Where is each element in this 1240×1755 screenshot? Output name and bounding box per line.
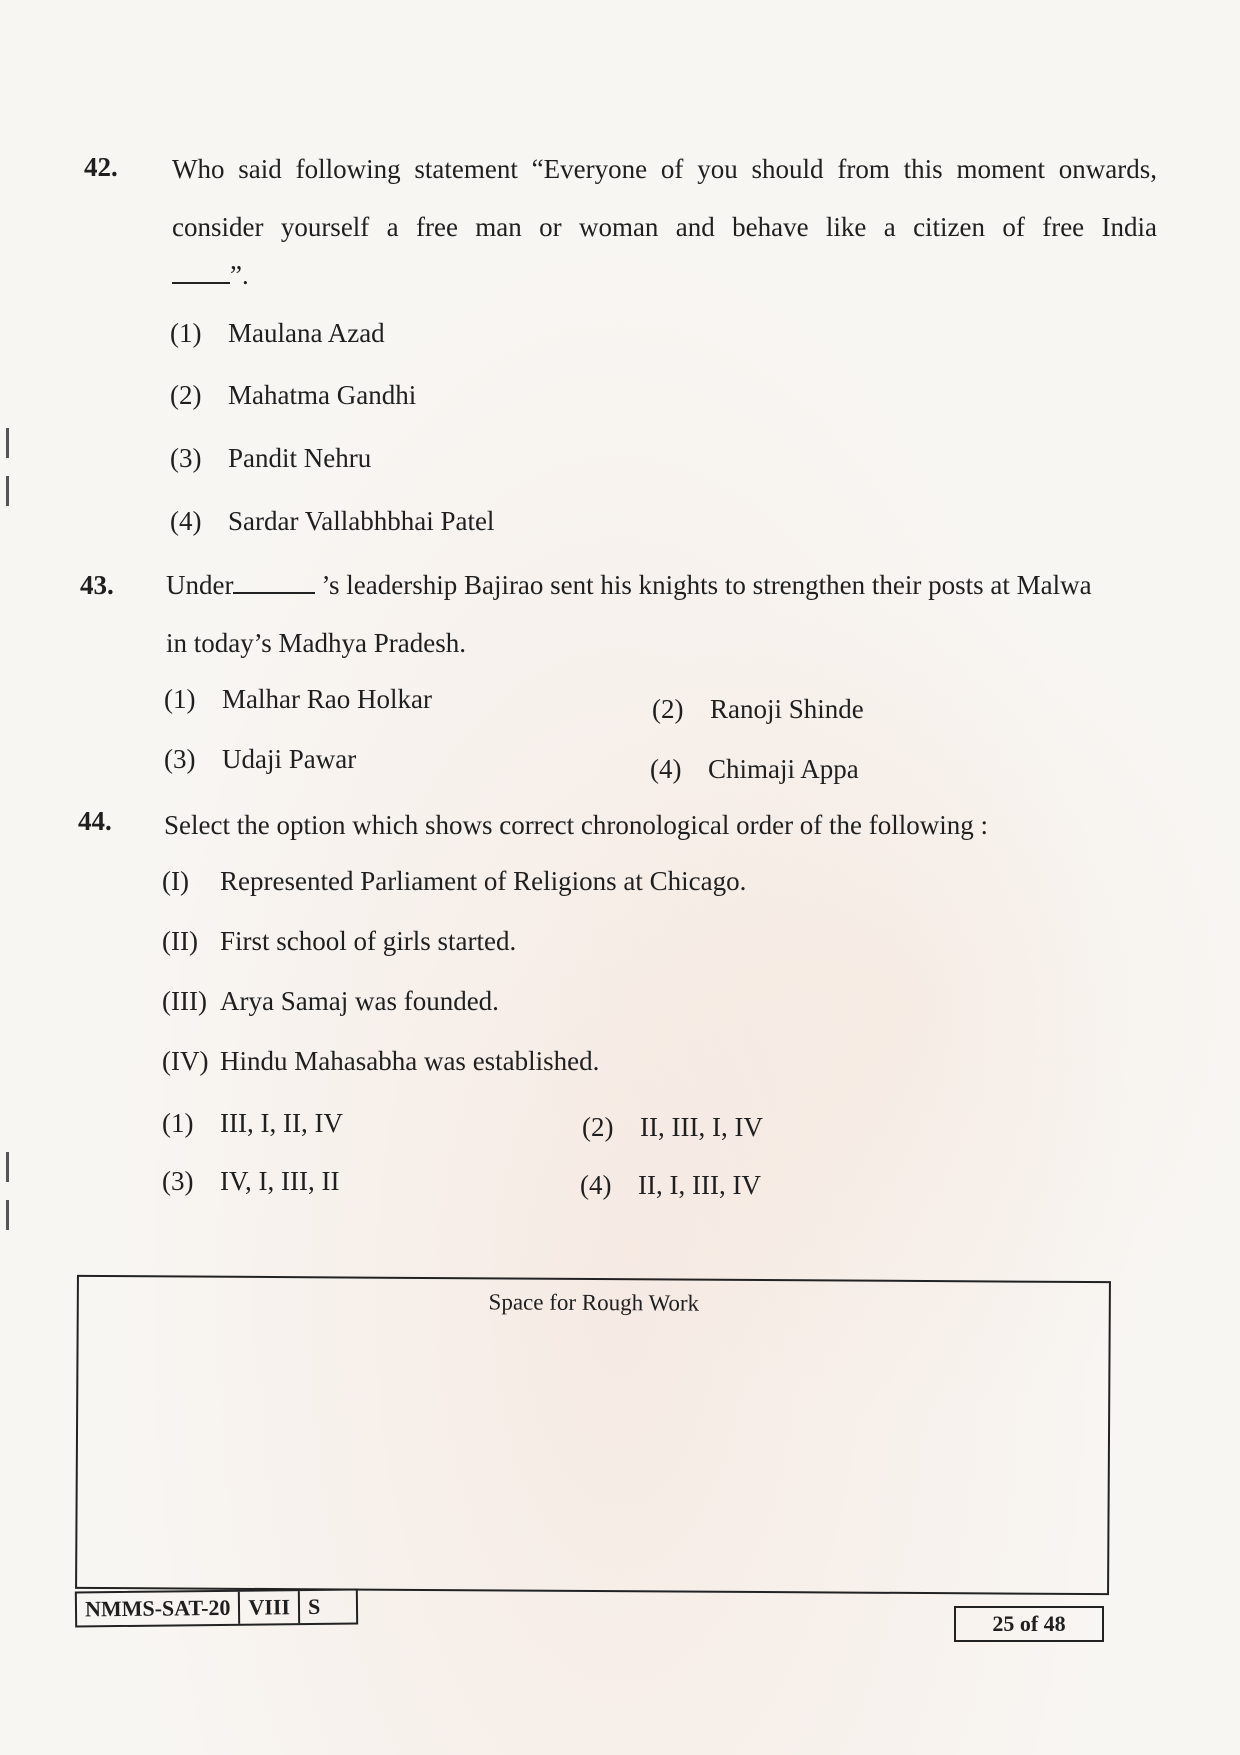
scan-edge-mark xyxy=(6,1152,9,1182)
question-text: Who said following statement “Everyone of you should from this moment onwards, xyxy=(172,154,1157,184)
option: (3) Udaji Pawar xyxy=(164,744,357,774)
rough-work-label: Space for Rough Work xyxy=(488,1289,700,1316)
class-code: VIII xyxy=(240,1591,300,1624)
option: (3) Pandit Nehru xyxy=(170,443,372,473)
option: (2) Ranoji Shinde xyxy=(652,694,864,724)
page-number: 25 of 48 xyxy=(954,1606,1104,1642)
question-text: Under ’s leadership Bajirao sent his knights to strengthen their posts at Malwa xyxy=(166,570,1092,600)
question-text: in today’s Madhya Pradesh. xyxy=(166,628,466,658)
exam-code: NMMS-SAT-20 xyxy=(77,1592,241,1626)
option: (2) II, III, I, IV xyxy=(582,1112,763,1142)
statement: (III) Arya Samaj was founded. xyxy=(162,986,499,1016)
rough-work-box xyxy=(75,1275,1111,1595)
option: (4) Chimaji Appa xyxy=(650,754,859,784)
paper-code xyxy=(75,1589,358,1628)
question-text: ”. xyxy=(172,250,249,300)
answer-blank xyxy=(172,260,230,284)
question-number: 43. xyxy=(80,570,114,600)
answer-blank xyxy=(233,570,315,594)
statement: (IV) Hindu Mahasabha was established. xyxy=(162,1046,600,1076)
scan-edge-mark xyxy=(6,428,9,458)
set-code: S xyxy=(307,1593,321,1620)
option: (4) Sardar Vallabhbhai Patel xyxy=(170,506,495,536)
question-number: 42. xyxy=(84,152,118,182)
option: (2) Mahatma Gandhi xyxy=(170,380,417,410)
question-text: Select the option which shows correct chronological order of the following : xyxy=(164,810,989,840)
statement: (II) First school of girls started. xyxy=(162,926,517,956)
option: (3) IV, I, III, II xyxy=(162,1166,340,1196)
scan-edge-mark xyxy=(6,476,9,506)
statement: (I) Represented Parliament of Religions at Chicago. xyxy=(162,866,747,896)
option: (4) II, I, III, IV xyxy=(580,1170,761,1200)
question-number: 44. xyxy=(78,806,112,836)
option: (1) III, I, II, IV xyxy=(162,1108,343,1138)
option: (1) Malhar Rao Holkar xyxy=(164,684,432,714)
option: (1) Maulana Azad xyxy=(170,318,385,348)
question-text: consider yourself a free man or woman and behave like a citizen of free India xyxy=(172,212,1157,242)
scan-edge-mark xyxy=(6,1200,9,1230)
